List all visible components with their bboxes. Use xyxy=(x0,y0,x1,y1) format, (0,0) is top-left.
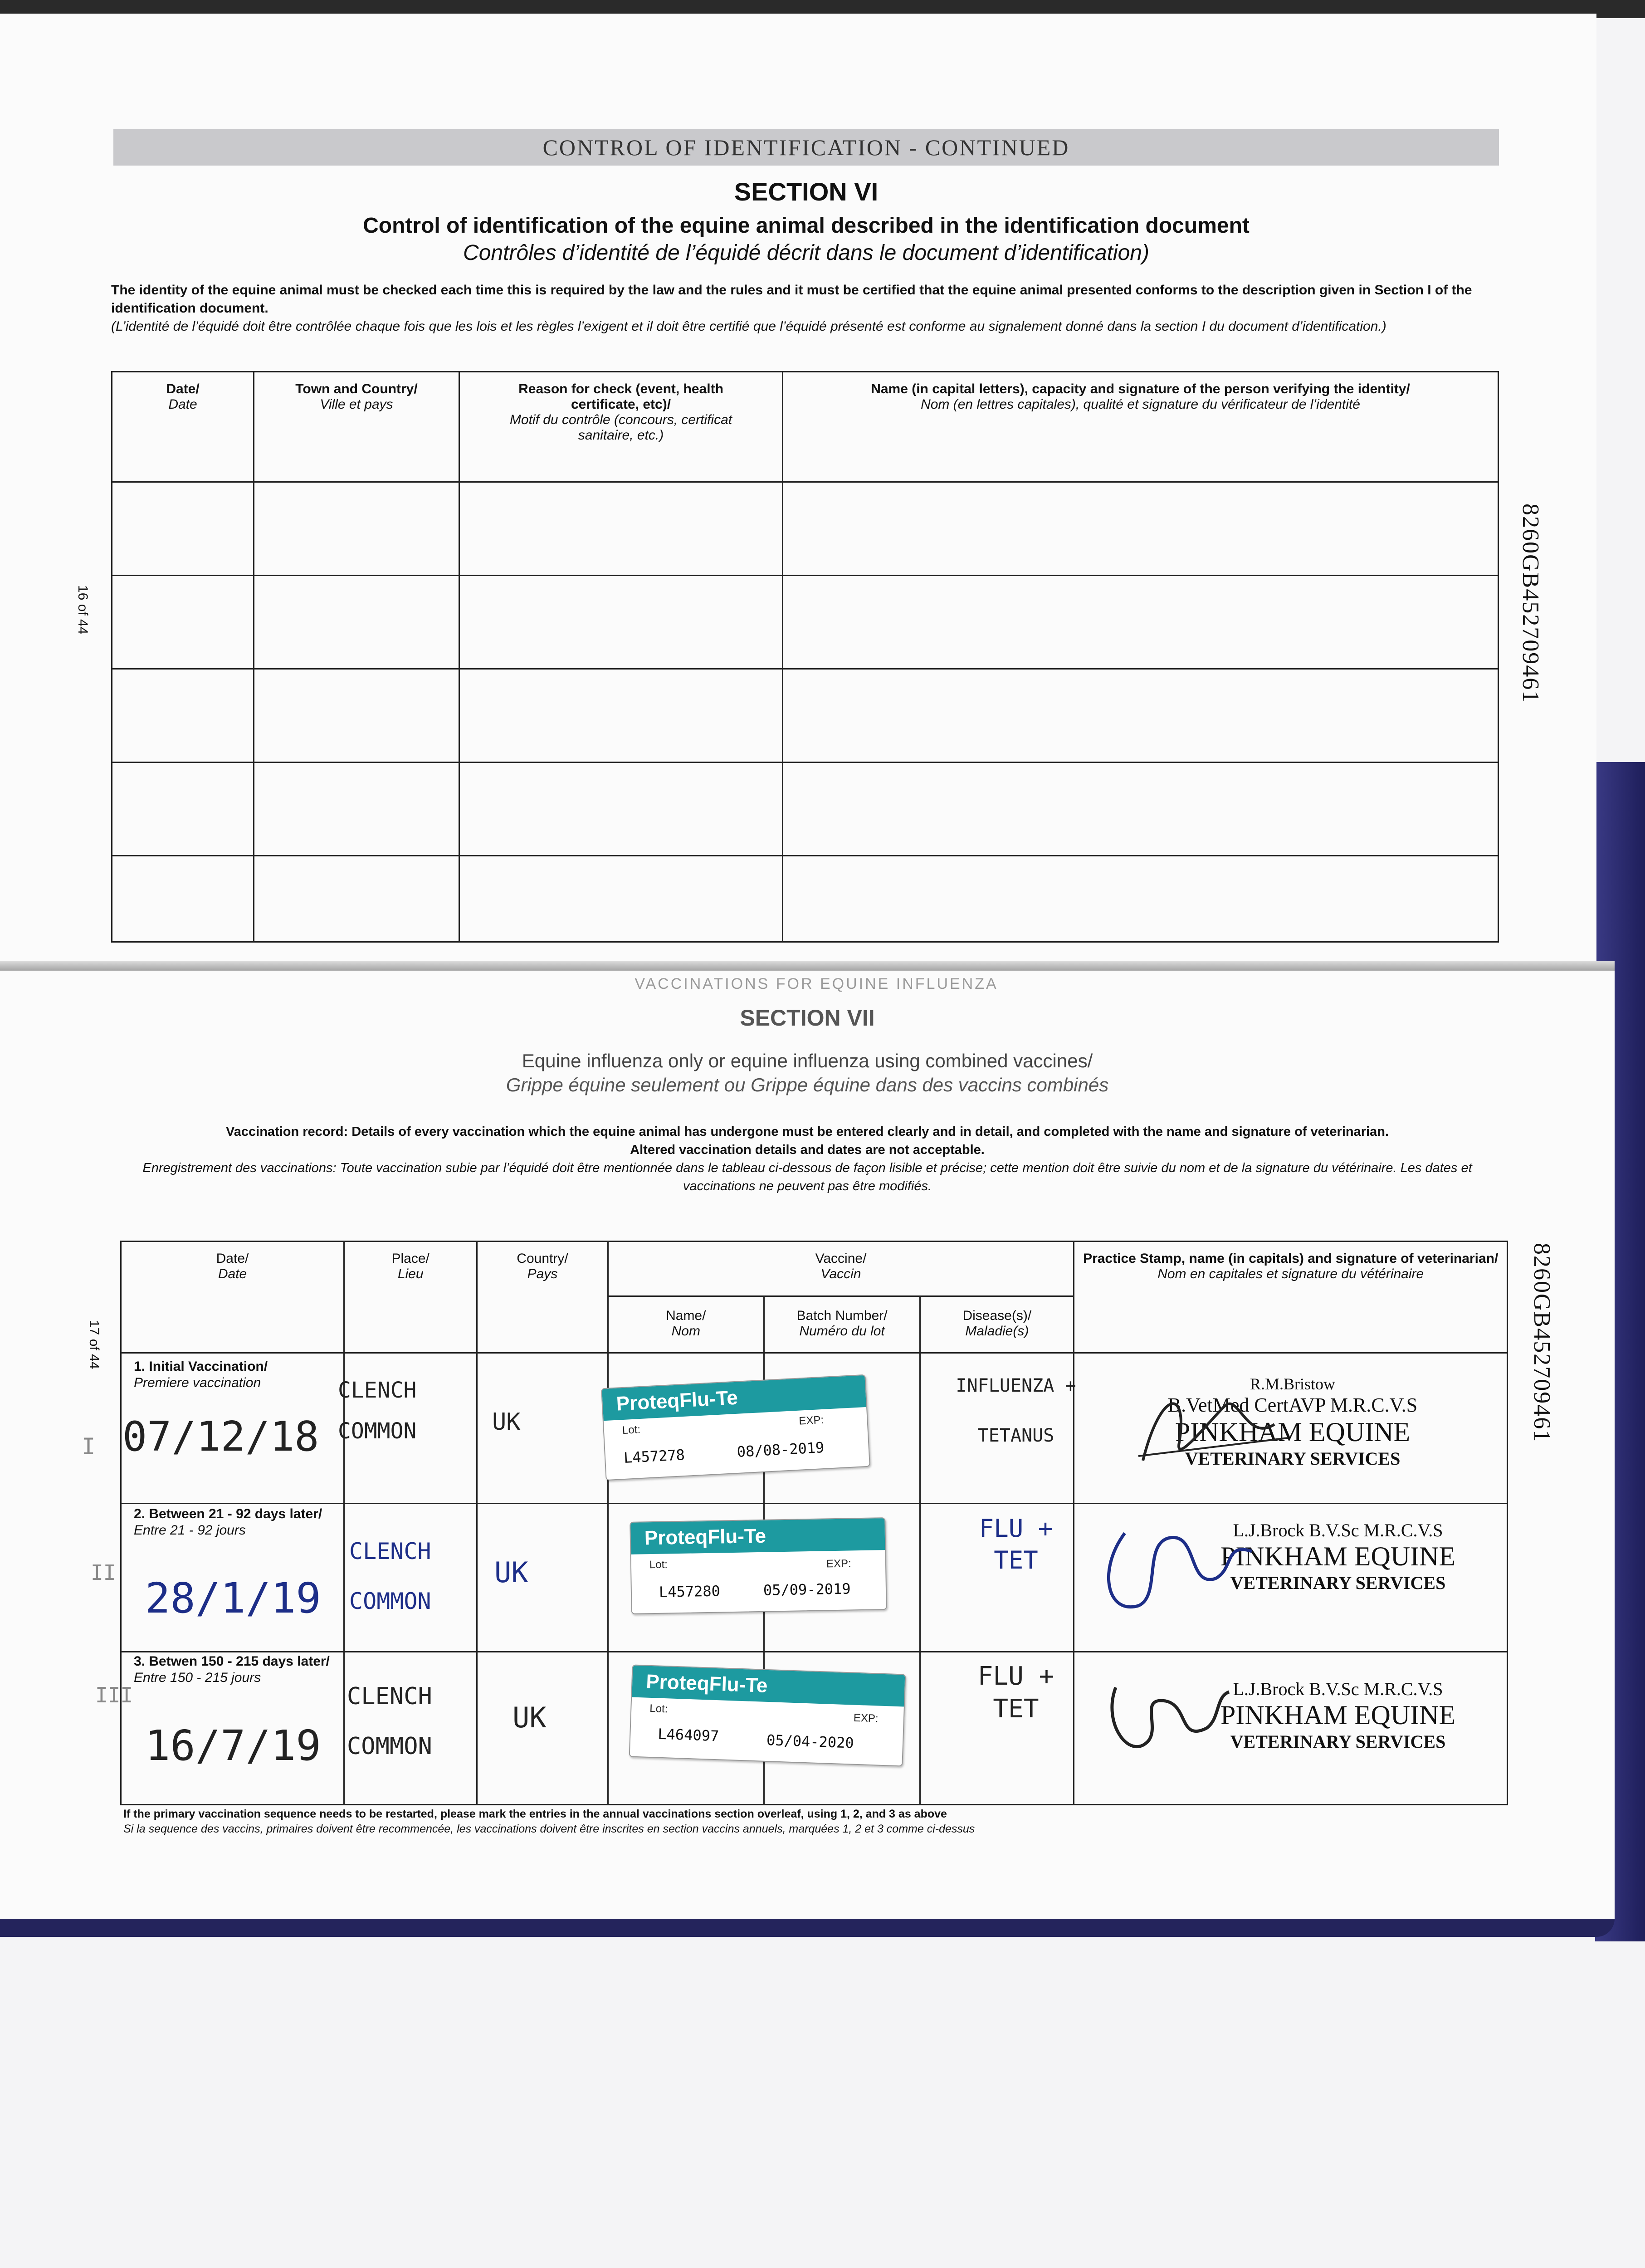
page-17 xyxy=(0,971,1615,1919)
faded-banner: VACCINATIONS FOR EQUINE INFLUENZA xyxy=(635,975,998,992)
col-country: Country/ Pays xyxy=(477,1242,608,1353)
batch-number-2: L457280 xyxy=(659,1582,721,1601)
vaccination-record-text: Vaccination record: Details of every vaccination which the equine animal has undergone must be entered clearly and in detail, and completed with the name and signature of veterinarian. Altered vaccination details and dates are not acceptable. Enregistrement des vaccinations: Toute vaccination subie par l’équidé doit être mentionnée dans le tableau ci-dessous de façon lisible et précise; cette mention doit être suivie du nom et de la signature du vétérinaire. Les dates et vaccinations ne peuvent pas être modifiés. xyxy=(142,1124,1472,1193)
col-town: Town and Country/ Ville et pays xyxy=(254,372,459,482)
country-1: UK xyxy=(492,1408,521,1436)
margin-mark-3: III xyxy=(95,1683,133,1707)
passport-id-code: 8260GB452709461 xyxy=(1529,1243,1555,1443)
signature-3 xyxy=(1089,1660,1234,1774)
page-number: 17 of 44 xyxy=(87,1320,102,1369)
col-vaccine: Vaccine/ Vaccin xyxy=(608,1242,1074,1296)
section-title: SECTION VII xyxy=(740,1005,875,1031)
table-row xyxy=(112,482,1499,575)
vet-stamp-2: L.J.Brock B.V.Sc M.R.C.V.S PINKHAM EQUINE VETERINARY SERVICES xyxy=(1220,1520,1456,1593)
table-row xyxy=(112,762,1499,855)
vet-stamp-3: L.J.Brock B.V.Sc M.R.C.V.S PINKHAM EQUINE VETERINARY SERVICES xyxy=(1220,1679,1456,1752)
passport-id-code: 8260GB452709461 xyxy=(1518,503,1543,704)
col-date: Date/ Date xyxy=(121,1242,344,1353)
date-1: 07/12/18 xyxy=(122,1413,319,1461)
vaccine-sticker-1: ProteqFlu-Te Lot: EXP: L457278 08/08-2019 xyxy=(601,1374,870,1481)
col-batch-number: Batch Number/ Numéro du lot xyxy=(764,1296,920,1353)
table-row xyxy=(112,669,1499,762)
vaccine-name-3: ProteqFlu-Te xyxy=(632,1666,905,1707)
page-title-en: Control of identification of the equine animal described in the identification document xyxy=(363,214,1250,238)
col-verifier: Name (in capital letters), capacity and signature of the person verifying the identity/ Nom (en lettres capitales), qualité et signature du vérificateur de l’identité xyxy=(783,372,1499,482)
intro-text xyxy=(111,281,1499,336)
batch-number-3: L464097 xyxy=(657,1725,719,1745)
section-banner: CONTROL OF IDENTIFICATION - CONTINUED xyxy=(113,129,1499,166)
footnote-fr: Si la sequence des vaccins, primaires doivent être recommencée, les vaccinations doivent être inscrites en section vaccins annuels, marquées 1, 2 et 3 comme ci-dessus xyxy=(123,1823,975,1835)
disease-3: FLU + TET xyxy=(977,1662,1054,1724)
page-number: 16 of 44 xyxy=(75,585,90,635)
table-row xyxy=(112,575,1499,669)
vet-stamp-1: R.M.Bristow B.VetMed CertAVP M.R.C.V.S PINKHAM EQUINE VETERINARY SERVICES xyxy=(1167,1375,1418,1469)
date-2: 28/1/19 xyxy=(145,1574,321,1623)
disease-1: INFLUENZA + TETANUS xyxy=(956,1375,1076,1446)
row-label-2: 2. Between 21 - 92 days later/ Entre 21 - 92 jours xyxy=(134,1506,322,1538)
date-3: 16/7/19 xyxy=(145,1721,321,1770)
table-header-row xyxy=(121,1242,1508,1296)
row-label-3: 3. Betwen 150 - 215 days later/ Entre 150 - 215 jours xyxy=(134,1654,330,1685)
vaccine-name-2: ProteqFlu-Te xyxy=(630,1518,885,1554)
disease-2: FLU + TET xyxy=(979,1514,1053,1574)
place-1: CLENCH COMMON xyxy=(338,1378,417,1444)
signature-2 xyxy=(1089,1515,1261,1628)
country-2: UK xyxy=(494,1556,528,1589)
section-title-fr: Grippe équine seulement ou Grippe équine dans des vaccins combinés xyxy=(506,1074,1109,1095)
expiry-1: 08/08-2019 xyxy=(736,1438,825,1461)
col-practice-stamp: Practice Stamp, name (in capitals) and signature of veterinarian/ Nom en capitales et signature du vétérinaire xyxy=(1074,1242,1508,1353)
place-3: CLENCH COMMON xyxy=(347,1683,432,1760)
country-3: UK xyxy=(513,1701,547,1734)
batch-number-1: L457278 xyxy=(623,1446,685,1466)
page-16 xyxy=(0,14,1596,966)
expiry-3: 05/04-2020 xyxy=(766,1731,854,1752)
intro-en: The identity of the equine animal must be checked each time this is required by the law and the rules and it must be certified that the equine animal presented conforms to the description given in Section I of the identification document. xyxy=(111,283,1472,316)
margin-mark-1: I xyxy=(82,1433,96,1460)
signature-1 xyxy=(1125,1370,1297,1479)
footnote-en: If the primary vaccination sequence needs to be restarted, please mark the entries in the annual vaccinations section overleaf, using 1, 2, and 3 as above xyxy=(123,1808,947,1820)
identity-check-table xyxy=(111,371,1499,943)
table-row xyxy=(112,855,1499,942)
vaccine-sticker-3: ProteqFlu-Te Lot: EXP: L464097 05/04-2020 xyxy=(629,1665,906,1767)
section-title: SECTION VI xyxy=(734,177,879,206)
expiry-2: 05/09-2019 xyxy=(763,1580,851,1599)
table-header-row xyxy=(112,372,1499,482)
page-title-fr: Contrôles d’identité de l’équidé décrit dans le document d’identification) xyxy=(463,241,1149,265)
intro-fr: (L’identité de l’équidé doit être contrôlée chaque fois que les lois et les règles l’exigent et il doit être certifié que l’équidé présenté est conforme au signalement donné dans la section I du document d’identification.) xyxy=(111,319,1386,334)
place-2: CLENCH COMMON xyxy=(349,1538,431,1614)
col-reason: Reason for check (event, health certificate, etc)/ Motif du contrôle (concours, certificat sanitaire, etc.) xyxy=(459,372,783,482)
col-date: Date/ Date xyxy=(112,372,254,482)
col-place: Place/ Lieu xyxy=(344,1242,477,1353)
col-disease: Disease(s)/ Maladie(s) xyxy=(920,1296,1074,1353)
section-title-en: Equine influenza only or equine influenza using combined vaccines/ xyxy=(522,1050,1093,1071)
vaccine-sticker-2: ProteqFlu-Te Lot: EXP: L457280 05/09-2019 xyxy=(630,1517,887,1614)
row-label-1: 1. Initial Vaccination/ Premiere vaccination xyxy=(134,1359,268,1390)
margin-mark-2: II xyxy=(91,1560,116,1585)
col-vaccine-name: Name/ Nom xyxy=(608,1296,764,1353)
vaccine-name-1: ProteqFlu-Te xyxy=(602,1375,866,1421)
